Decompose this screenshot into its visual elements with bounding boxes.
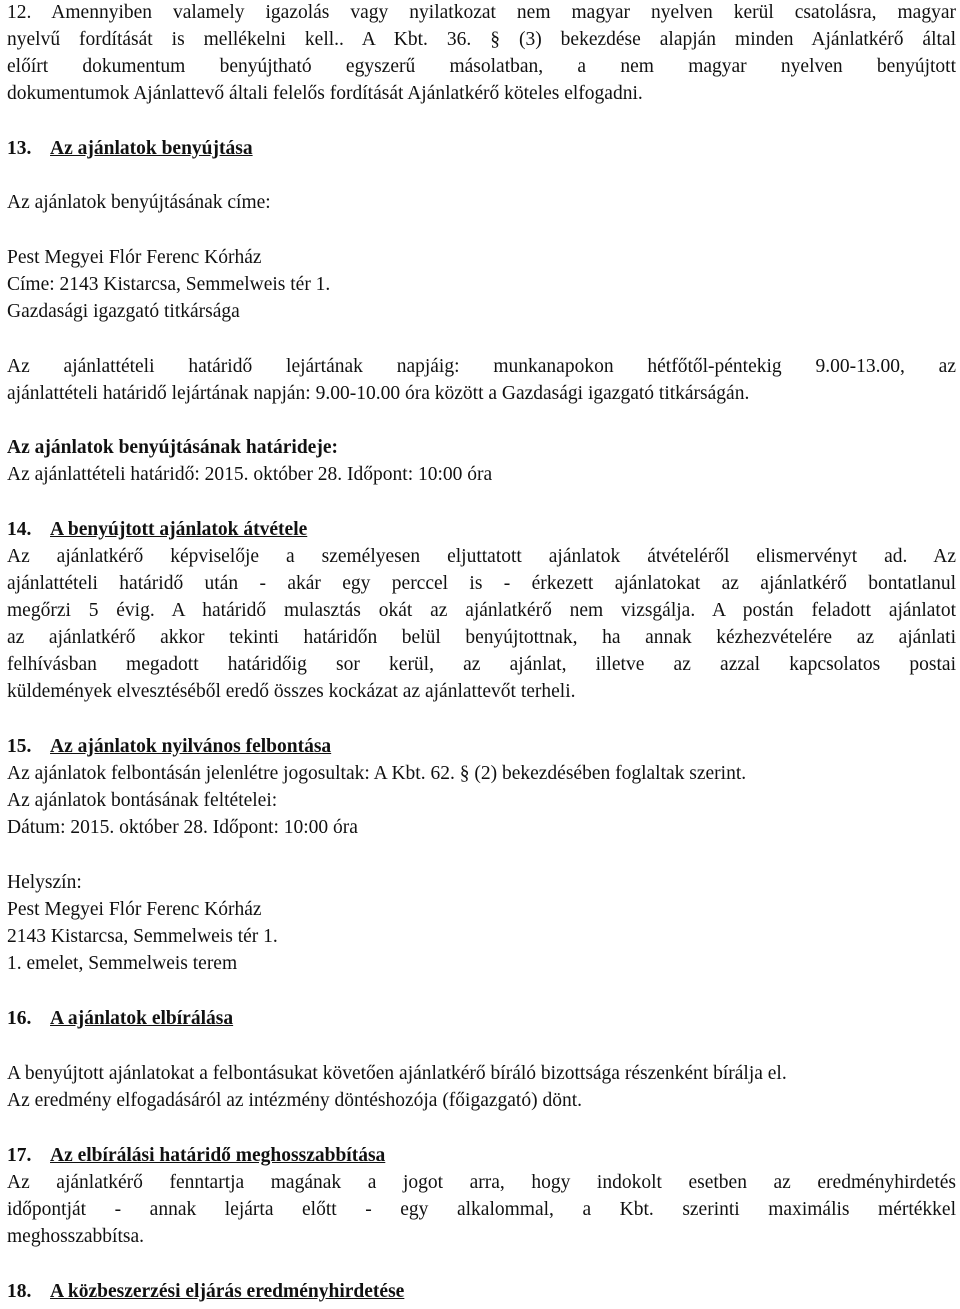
paragraph-16-line-2: Az eredmény elfogadásáról az intézmény döntéshozója (főigazgató) dönt. [7, 1090, 583, 1111]
section-title: Az ajánlatok nyilvános felbontása [50, 736, 332, 757]
paragraph-16-line-1: A benyújtott ajánlatokat a felbontásukat követően ajánlatkérő bíráló bizottsága részenként bírálja el. [7, 1063, 787, 1084]
paragraph-17-line-1: Az ajánlatkérő fenntartja magának a jogot arra, hogy indokolt esetben az eredményhirdetés [7, 1172, 956, 1193]
section-18-heading [7, 1279, 956, 1306]
section-16-heading [7, 1006, 956, 1033]
section-title: A benyújtott ajánlatok átvétele [50, 519, 308, 540]
office-hours-line-2: ajánlattételi határidő lejártának napján: 9.00-10.00 óra között a Gazdasági igazgató titkárságán. [7, 383, 750, 404]
paragraph-14-line: megőrzi 5 évig. A határidő mulasztás okát az ajánlatkérő nem vizsgálja. A postán feladott ajánlatot [7, 600, 956, 621]
deadline-text: Az ajánlattételi határidő: 2015. október 28. Időpont: 10:00 óra [7, 464, 493, 485]
opening-conditions-label: Az ajánlatok bontásának feltételei: [7, 790, 278, 811]
location-address: 2143 Kistarcsa, Semmelweis tér 1. [7, 926, 278, 947]
section-number: 15. [7, 736, 32, 757]
section-number: 18. [7, 1281, 32, 1302]
section-17-heading [7, 1143, 956, 1170]
section-number: 14. [7, 519, 32, 540]
organization-name: Pest Megyei Flór Ferenc Kórház [7, 247, 262, 268]
paragraph-14-line: Az ajánlatkérő képviselője a személyesen eljuttatott ajánlatok átvételéről elismervényt ad. Az [7, 546, 956, 567]
paragraph-14-line: az ajánlatkérő akkor tekinti határidőn belül benyújtottnak, ha annak kézhezvételére az ajánlati [7, 627, 956, 648]
organization-address: Címe: 2143 Kistarcsa, Semmelweis tér 1. [7, 274, 331, 295]
section-number: 13. [7, 138, 32, 159]
paragraph-14-line: ajánlattételi határidő után - akár egy perccel is - érkezett ajánlatokat az ajánlatkérő bontatlanul [7, 573, 956, 594]
office-name: Gazdasági igazgató titkársága [7, 301, 240, 322]
opening-attendees: Az ajánlatok felbontásán jelenlétre jogosultak: A Kbt. 62. § (2) bekezdésében foglaltak szerint. [7, 763, 747, 784]
location-label: Helyszín: [7, 872, 82, 893]
office-hours-line-1: Az ajánlattételi határidő lejártának napjáig: munkanapokon hétfőtől-péntekig 9.00-13.00, az [7, 356, 956, 377]
submission-address-label: Az ajánlatok benyújtásának címe: [7, 192, 271, 213]
section-title: A ajánlatok elbírálása [50, 1008, 234, 1029]
section-14-heading [7, 517, 956, 544]
section-title: Az ajánlatok benyújtása [50, 138, 253, 159]
paragraph-12-line-1: 12. Amennyiben valamely igazolás vagy nyilatkozat nem magyar nyelven kerül csatolásra, magyar [7, 2, 956, 23]
section-title: Az elbírálási határidő meghosszabbítása [50, 1145, 386, 1166]
location-room: 1. emelet, Semmelweis terem [7, 953, 238, 974]
paragraph-12-line-4: dokumentumok Ajánlattevő általi felelős fordítását Ajánlatkérő köteles elfogadni. [7, 83, 643, 104]
section-13-heading [7, 136, 956, 163]
section-title: A közbeszerzési eljárás eredményhirdetése [50, 1281, 405, 1302]
section-number: 16. [7, 1008, 32, 1029]
section-15-heading [7, 734, 956, 761]
paragraph-12-line-2: nyelvű fordítását is mellékelni kell.. A Kbt. 36. § (3) bekezdése alapján minden Ajánlatkérő által [7, 29, 956, 50]
location-organization: Pest Megyei Flór Ferenc Kórház [7, 899, 262, 920]
section-number: 17. [7, 1145, 32, 1166]
paragraph-17-line-2: időpontját - annak lejárta előtt - egy alkalommal, a Kbt. szerinti maximális mértékkel [7, 1199, 956, 1220]
paragraph-17-line-3: meghosszabbítsa. [7, 1226, 145, 1247]
opening-date: Dátum: 2015. október 28. Időpont: 10:00 óra [7, 817, 358, 838]
deadline-heading: Az ajánlatok benyújtásának határideje: [7, 437, 338, 458]
paragraph-12-line-3: előírt dokumentum benyújtható egyszerű másolatban, a nem magyar nyelven benyújtott [7, 56, 956, 77]
paragraph-14-line: küldemények elvesztéséből eredő összes kockázat az ajánlattevőt terheli. [7, 681, 576, 702]
paragraph-14-line: felhívásban megadott határidőig sor kerül, az ajánlat, illetve az azzal kapcsolatos postai [7, 654, 956, 675]
